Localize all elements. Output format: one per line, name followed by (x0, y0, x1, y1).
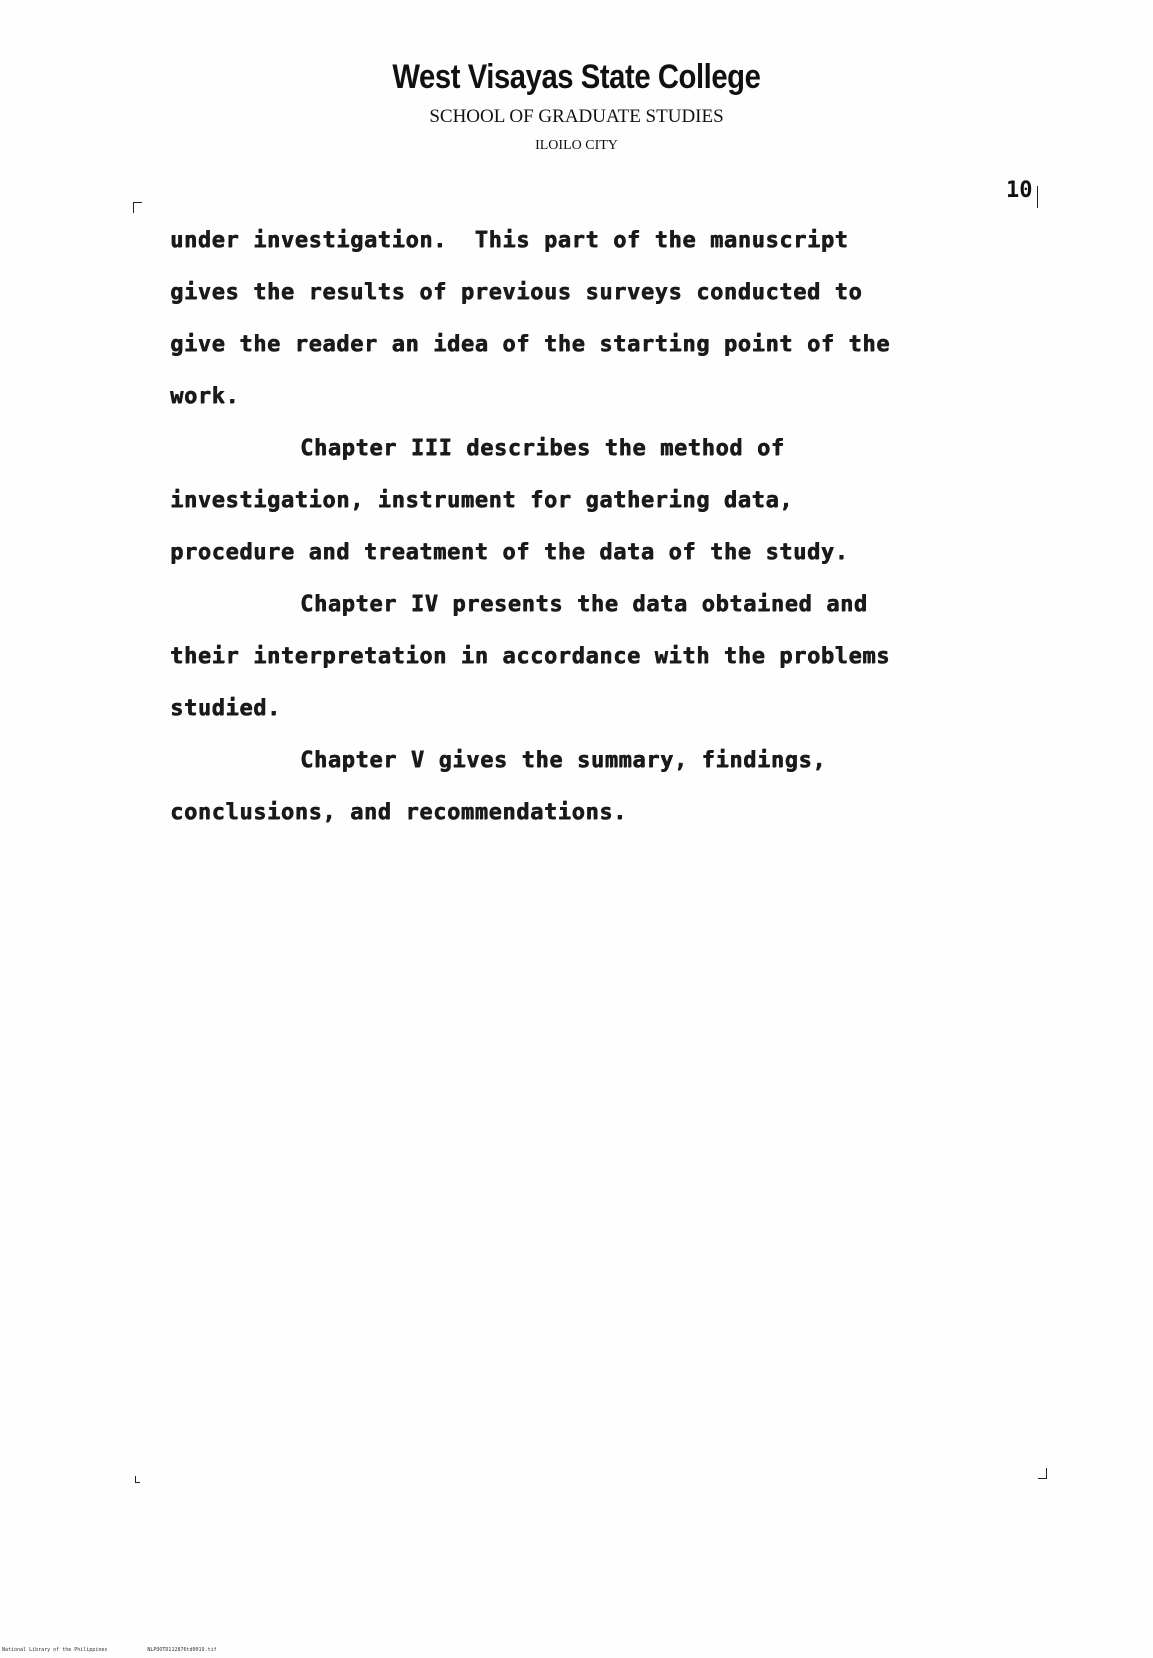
school-name: SCHOOL OF GRADUATE STUDIES (429, 106, 724, 127)
text-line: work. (170, 384, 240, 409)
footer-library: National Library of the Philippines (2, 1647, 108, 1653)
text-line: procedure and treatment of the data of the study. (170, 540, 849, 565)
city-name: ILOILO CITY (535, 138, 618, 153)
text-line: investigation, instrument for gathering data, (170, 488, 794, 513)
text-line: conclusions, and recommendations. (170, 800, 627, 825)
text-line: give the reader an idea of the starting point of the (170, 332, 890, 357)
text-line: their interpretation in accordance with the problems (170, 644, 890, 669)
college-name: West Visayas State College (392, 58, 761, 96)
body-text (170, 226, 1050, 850)
scan-footer (2, 1647, 257, 1653)
text-line: Chapter V gives the summary, findings, (300, 748, 827, 773)
text-line: under investigation. This part of the manuscript (170, 228, 849, 253)
crop-mark-bottom-left (135, 1476, 140, 1483)
page-number: 10 (1006, 178, 1033, 203)
text-line: studied. (170, 696, 281, 721)
text-line: gives the results of previous surveys conducted to (170, 280, 863, 305)
crop-mark-top-left (133, 202, 142, 213)
footer-file-id: NLPOOTD112876td0019.tif (147, 1647, 217, 1653)
crop-mark-bottom-right (1038, 1468, 1047, 1479)
text-line: Chapter III describes the method of (300, 436, 785, 461)
text-line: Chapter IV presents the data obtained and (300, 592, 868, 617)
